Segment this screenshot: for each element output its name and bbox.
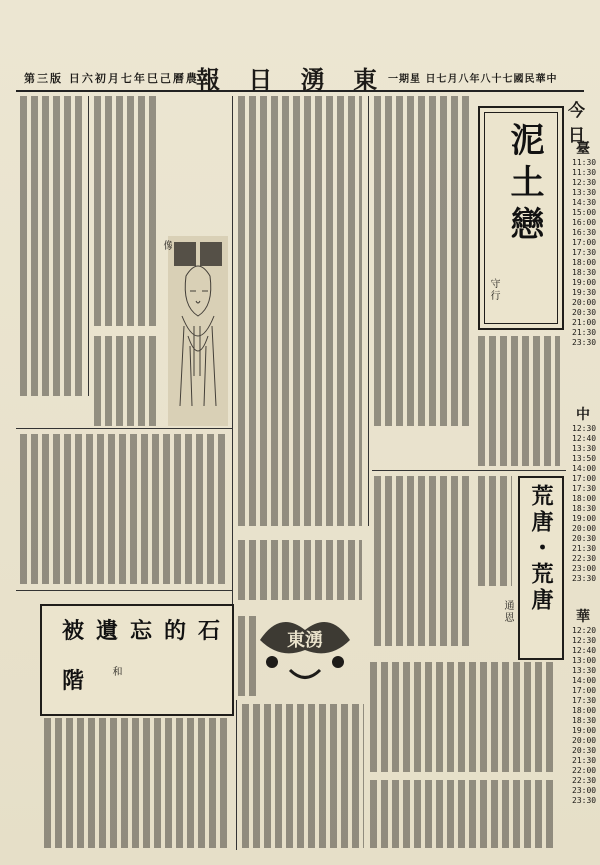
schedule-time: 12:20 (572, 626, 597, 635)
schedule-time: 19:00 (572, 278, 597, 287)
schedule-time: 18:00 (572, 706, 597, 715)
schedule-time: 11:30 (572, 158, 597, 167)
newspaper-logo-illustration (250, 600, 360, 690)
schedule-time: 13:50 (572, 454, 597, 463)
schedule-time: 22:00 (572, 766, 597, 775)
schedule-time: 21:30 (572, 328, 597, 337)
text-block (94, 96, 160, 326)
article-title-box (518, 476, 564, 660)
text-block (242, 704, 364, 848)
schedule-time: 12:40 (572, 434, 597, 443)
column-divider (368, 96, 369, 526)
schedule-time: 18:00 (572, 494, 597, 503)
column-divider (88, 96, 89, 396)
schedule-time: 14:00 (572, 676, 597, 685)
masthead (16, 60, 584, 92)
schedule-time: 19:00 (572, 726, 597, 735)
article-author: 和 (110, 666, 121, 678)
schedule-time: 12:40 (572, 646, 597, 655)
schedule-time: 18:30 (572, 268, 597, 277)
text-block (94, 336, 160, 426)
text-block (20, 434, 226, 584)
schedule-time: 14:00 (572, 464, 597, 473)
schedule-time: 17:30 (572, 696, 597, 705)
schedule-time: 20:30 (572, 746, 597, 755)
text-block (478, 336, 560, 466)
schedule-time: 16:30 (572, 228, 597, 237)
section-divider (372, 470, 566, 471)
article-title: 泥土戀 (504, 122, 544, 248)
article-title: 荒唐・荒唐 (528, 484, 554, 614)
text-block (374, 476, 472, 646)
schedule-time: 22:30 (572, 776, 597, 785)
schedule-time: 23:00 (572, 564, 597, 573)
article-title-continued: 階 (62, 668, 85, 694)
text-block (374, 96, 472, 426)
schedule-time: 20:00 (572, 298, 597, 307)
section-divider (16, 428, 232, 429)
article-title-box (478, 106, 564, 330)
schedule-time: 17:00 (572, 474, 597, 483)
logo-text: 東湧 (287, 630, 323, 651)
schedule-time: 19:30 (572, 288, 597, 297)
schedule-header: 今日 (568, 101, 585, 146)
schedule-time: 16:00 (572, 218, 597, 227)
schedule-section-title: 華 (576, 609, 590, 625)
text-block (478, 476, 512, 586)
newspaper-name: 報 日 湧 東 (196, 66, 388, 94)
schedule-time: 20:30 (572, 308, 597, 317)
schedule-time: 18:00 (572, 258, 597, 267)
article-title: 被遺忘的石 (62, 618, 233, 644)
portrait-caption: 像 (161, 240, 172, 250)
schedule-time: 23:30 (572, 338, 597, 347)
text-block (238, 96, 362, 526)
schedule-time: 17:00 (572, 686, 597, 695)
section-divider (16, 590, 232, 591)
schedule-time: 22:30 (572, 554, 597, 563)
schedule-time: 17:30 (572, 248, 597, 257)
schedule-time: 17:30 (572, 484, 597, 493)
column-divider (236, 700, 237, 850)
schedule-time: 20:00 (572, 736, 597, 745)
text-block (370, 662, 556, 772)
schedule-time: 21:00 (572, 318, 597, 327)
schedule-time: 21:30 (572, 756, 597, 765)
schedule-time: 20:30 (572, 534, 597, 543)
text-block (20, 96, 82, 396)
schedule-time: 12:30 (572, 636, 597, 645)
schedule-time: 17:00 (572, 238, 597, 247)
schedule-time: 15:00 (572, 208, 597, 217)
schedule-time: 13:30 (572, 444, 597, 453)
schedule-section-title: 中 (576, 407, 590, 423)
schedule-time: 23:30 (572, 796, 597, 805)
article-author: 通恩 (502, 600, 513, 624)
schedule-time: 18:30 (572, 504, 597, 513)
page-date-roc: 一期星 日七月八年八十七國民華中 (388, 74, 558, 85)
text-block (238, 540, 362, 600)
schedule-time: 20:00 (572, 524, 597, 533)
article-author: 守行 (488, 278, 499, 302)
schedule-time: 14:30 (572, 198, 597, 207)
schedule-time: 21:30 (572, 544, 597, 553)
schedule-time: 23:30 (572, 574, 597, 583)
schedule-time: 12:30 (572, 178, 597, 187)
schedule-time: 11:30 (572, 168, 597, 177)
schedule-section-title: 臺 (576, 141, 590, 157)
text-block (44, 718, 230, 848)
page-date-lunar: 第三版 日六初月七年巳己曆農 (24, 72, 199, 85)
article-title-box (40, 604, 234, 716)
schedule-time: 19:00 (572, 514, 597, 523)
schedule-time: 13:00 (572, 656, 597, 665)
schedule-time: 13:30 (572, 666, 597, 675)
text-block (370, 780, 556, 848)
schedule-time: 12:30 (572, 424, 597, 433)
schedule-time: 13:30 (572, 188, 597, 197)
schedule-time: 23:00 (572, 786, 597, 795)
portrait-illustration (168, 236, 228, 426)
schedule-time: 18:30 (572, 716, 597, 725)
